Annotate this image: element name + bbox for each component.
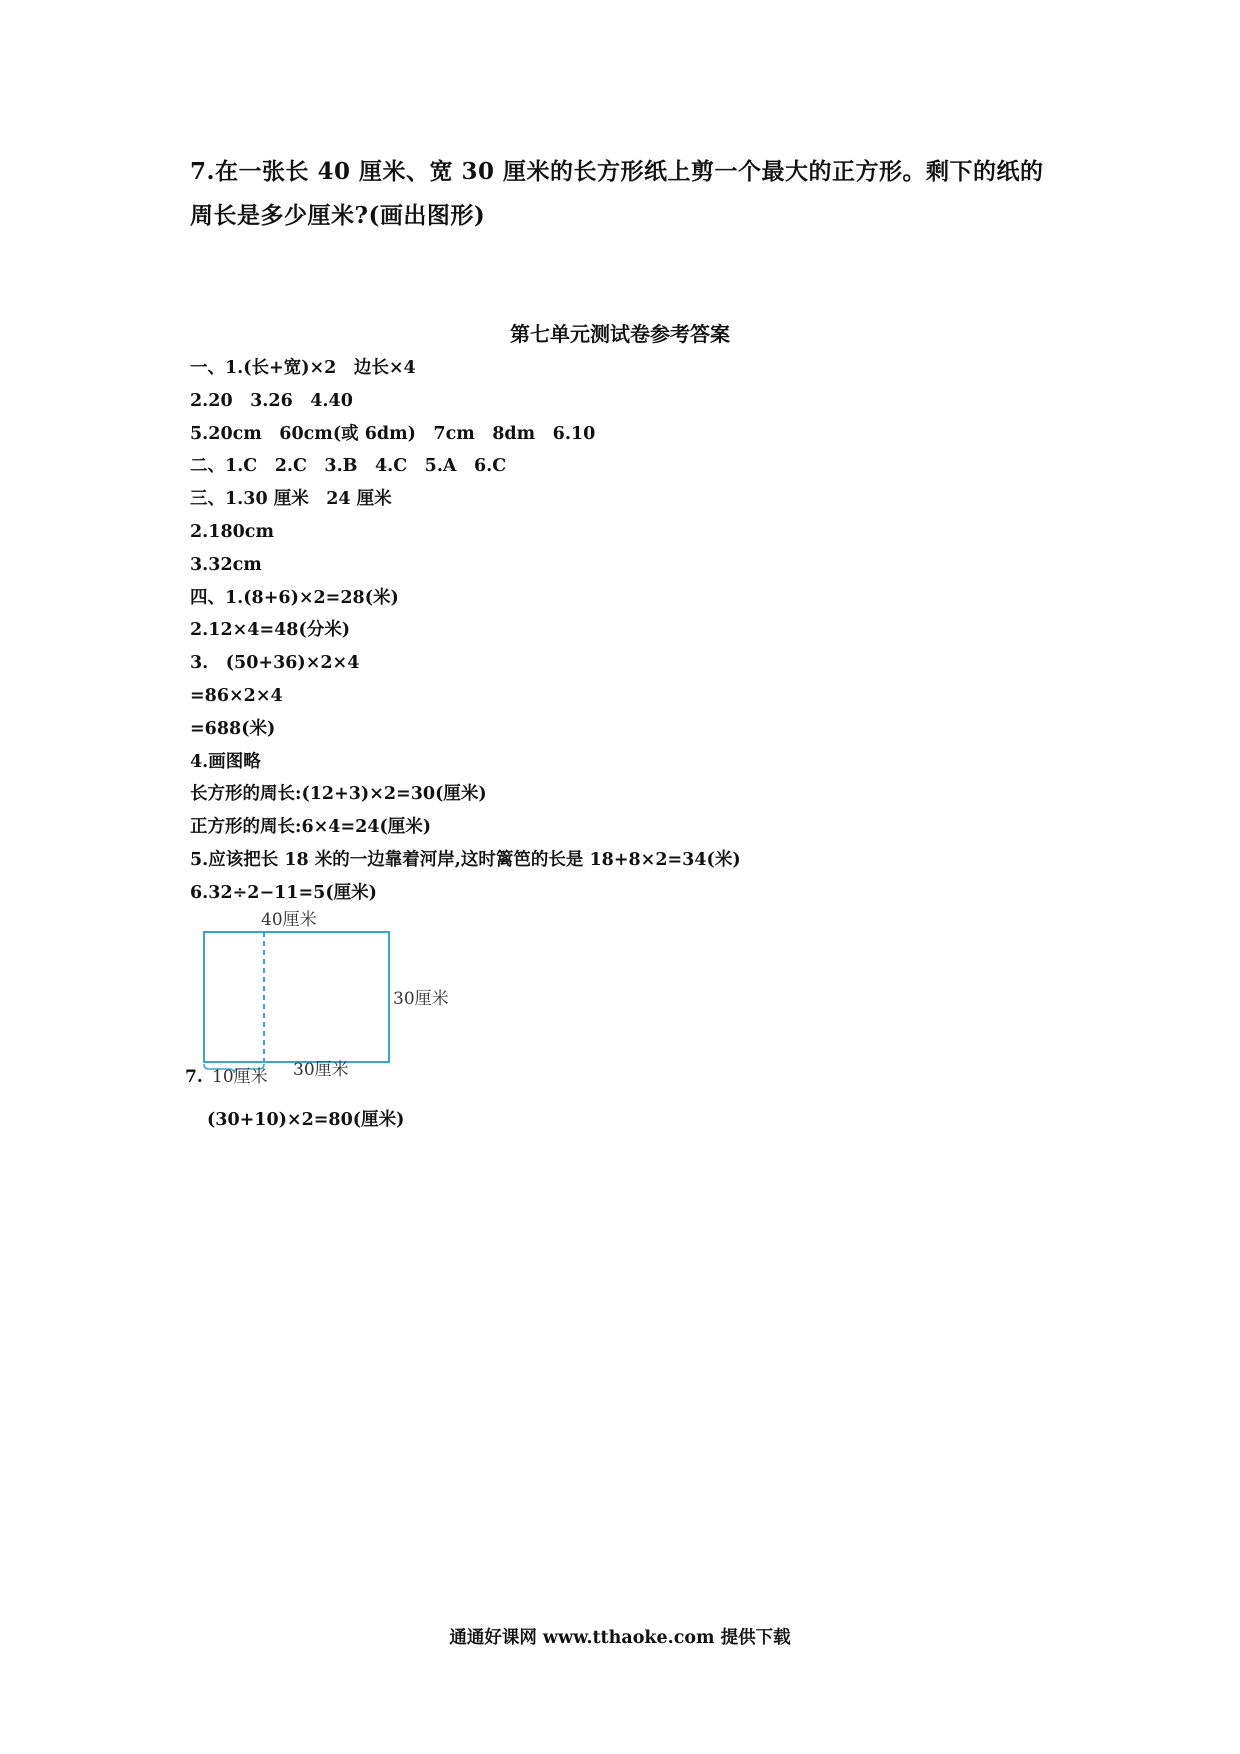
answer-line: 2.180cm <box>190 521 274 542</box>
answer-key-title: 第七单元测试卷参考答案 <box>510 322 730 346</box>
answer-list <box>190 352 741 910</box>
answer-line: 正方形的周长:6×4=24(厘米) <box>190 817 432 838</box>
answer-line: 5.20cm 60cm(或 6dm) 7cm 8dm 6.10 <box>190 423 596 444</box>
answer-line: 2.12×4=48(分米) <box>190 620 351 641</box>
answer-line: 二、1.C 2.C 3.B 4.C 5.A 6.C <box>190 456 507 477</box>
answer-line: =86×2×4 <box>190 685 283 706</box>
right-width-label: 30厘米 <box>393 989 449 1009</box>
answer-line: 长方形的周长:(12+3)×2=30(厘米) <box>190 784 487 805</box>
paper-rectangle <box>204 932 389 1062</box>
answer-line: 6.32÷2−11=5(厘米) <box>190 882 377 903</box>
final-calculation: (30+10)×2=80(厘米) <box>207 1110 405 1130</box>
question-text: 7.在一张长 40 厘米、宽 30 厘米的长方形纸上剪一个最大的正方形。剩下的纸的周长是多少厘米?(画出图形) <box>190 158 1044 229</box>
figure-number: 7. <box>185 1067 203 1087</box>
top-length-label: 40厘米 <box>261 910 317 930</box>
rectangle-diagram <box>185 905 475 1100</box>
answer-line: 3.32cm <box>190 554 262 575</box>
answer-line: 4.画图略 <box>190 751 261 772</box>
answer-line: 3. (50+36)×2×4 <box>190 653 360 674</box>
answer-line: =688(米) <box>190 718 276 739</box>
answer-line: 5.应该把长 18 米的一边靠着河岸,这时篱笆的长是 18+8×2=34(米) <box>190 849 741 870</box>
rectangle-figure <box>185 905 475 1100</box>
answer-line: 四、1.(8+6)×2=28(米) <box>190 587 399 608</box>
answer-line: 2.20 3.26 4.40 <box>190 390 353 411</box>
bottom-right-label: 30厘米 <box>293 1060 349 1080</box>
footer-text: 通通好课网 www.tthaoke.com 提供下载 <box>449 1628 791 1648</box>
answer-line: 一、1.(长+宽)×2 边长×4 <box>190 358 416 378</box>
answer-line: 三、1.30 厘米 24 厘米 <box>190 489 392 510</box>
bottom-left-label: 10厘米 <box>212 1067 268 1087</box>
